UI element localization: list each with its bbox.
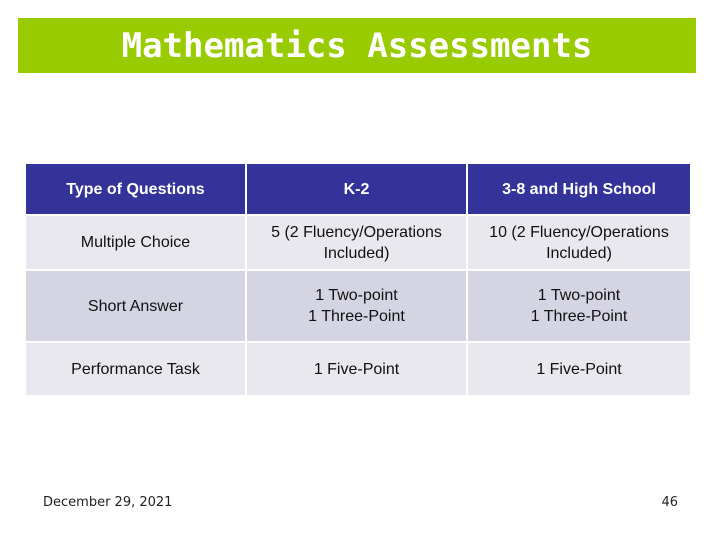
footer-date: December 29, 2021	[43, 495, 173, 510]
cell-text: Included)	[323, 244, 390, 262]
table-cell	[467, 342, 691, 396]
table-row	[25, 342, 691, 396]
cell-text: 1 Two-point	[315, 287, 398, 304]
cell-text: 1 Two-point	[537, 287, 621, 304]
cell-text: 1 Five-Point	[536, 360, 622, 378]
cell-text: 1 Three-Point	[308, 308, 405, 325]
header-row	[25, 163, 691, 215]
table-cell	[246, 215, 467, 270]
page-number: 46	[661, 495, 678, 510]
table-cell	[467, 215, 691, 270]
table-cell	[25, 270, 246, 342]
cell-text: Included)	[546, 244, 612, 262]
cell-text: Performance Task	[71, 360, 200, 378]
table-cell	[25, 215, 246, 270]
header-3-8-high-school: 3-8 and High School	[467, 163, 691, 215]
title-bar	[18, 18, 696, 73]
slide-title: Mathematics Assessments	[121, 25, 593, 66]
header-type-of-questions: Type of Questions	[25, 163, 246, 215]
assessment-table	[24, 162, 692, 397]
cell-text: 1 Five-Point	[313, 360, 400, 378]
table-row	[25, 215, 691, 270]
table-cell	[25, 342, 246, 396]
table-cell	[246, 270, 467, 342]
cell-text: Multiple Choice	[80, 234, 191, 251]
cell-text: Short Answer	[87, 297, 184, 315]
cell-text: 5 (2 Fluency/Operations	[271, 223, 442, 241]
table-cell	[246, 342, 467, 396]
cell-text: 1 Three-Point	[530, 308, 628, 325]
table-cell	[467, 270, 691, 342]
header-k-2: K-2	[246, 163, 467, 215]
cell-text: 10 (2 Fluency/Operations	[489, 223, 669, 241]
table-row	[25, 270, 691, 342]
